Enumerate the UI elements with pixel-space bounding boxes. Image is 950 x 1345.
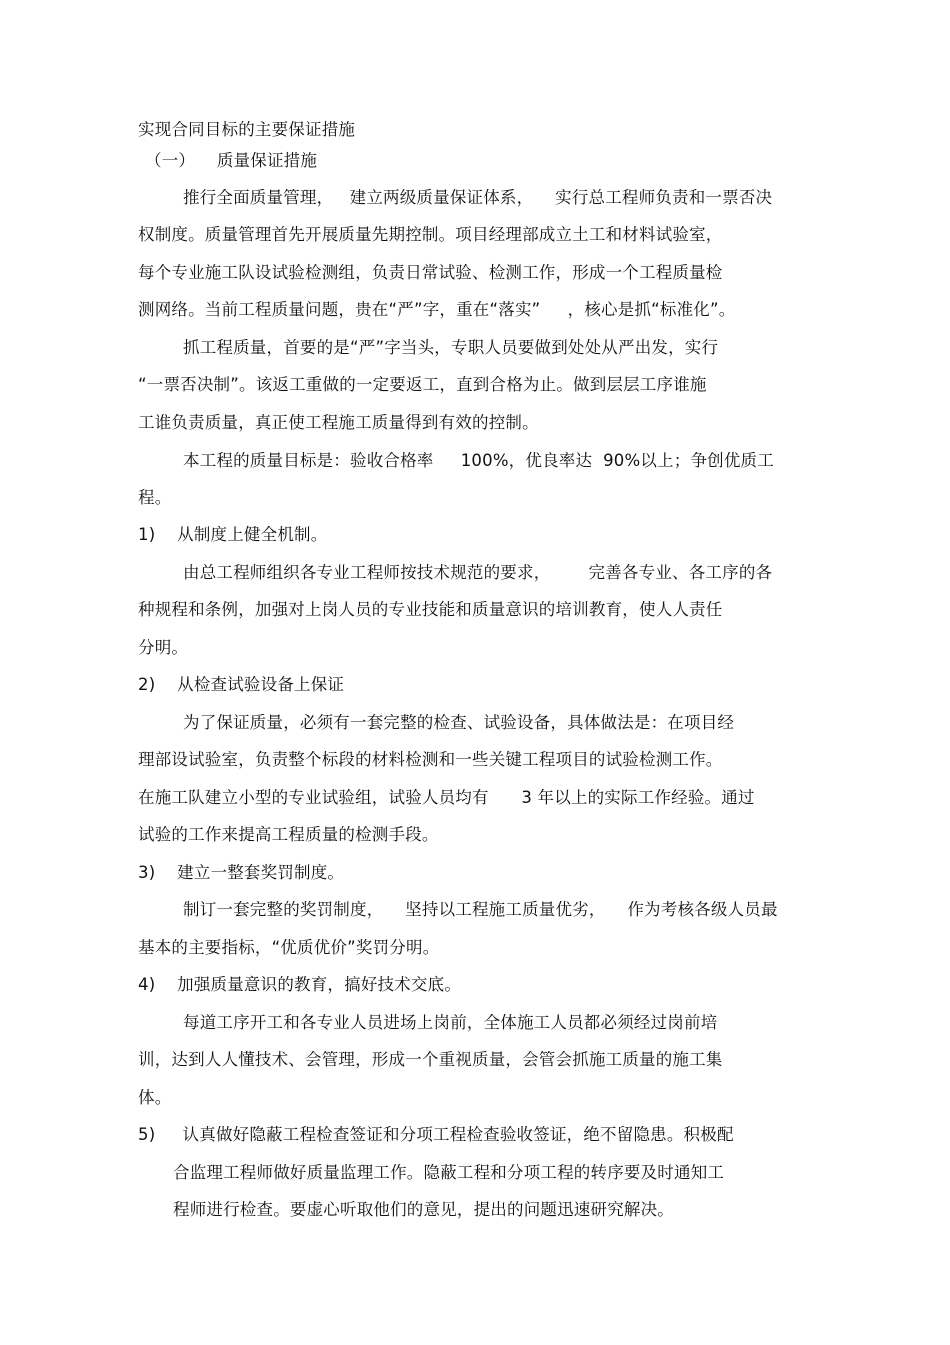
item-2-body-line-2: 理部设试验室，负责整个标段的材料检测和一些关键工程项目的试验检测工作。 [138, 750, 723, 769]
item-3-heading: 3) 建立一整套奖罚制度。 [138, 863, 345, 882]
document-title: 实现合同目标的主要保证措施 [138, 120, 356, 139]
item-4-body-line-1: 每道工序开工和各专业人员进场上岗前，全体施工人员都必须经过岗前培 [183, 1013, 718, 1032]
item-2-body-line-1: 为了保证质量，必须有一套完整的检查、试验设备，具体做法是：在项目经 [183, 713, 735, 732]
paragraph-2-line-2: “一票否决制”。该返工重做的一定要返工，直到合格为止。做到层层工序谁施 [138, 375, 707, 394]
paragraph-3-line-2: 程。 [138, 488, 172, 507]
paragraph-1-line-3: 每个专业施工队设试验检测组，负责日常试验、检测工作，形成一个工程质量检 [138, 263, 723, 282]
item-5-heading: 5) 认真做好隐蔽工程检查签证和分项工程检查验收签证，绝不留隐患。积极配 [138, 1125, 734, 1144]
item-1-heading: 1) 从制度上健全机制。 [138, 525, 328, 544]
paragraph-3-line-1: 本工程的质量目标是：验收合格率 100%，优良率达 90%以上；争创优质工 [183, 451, 774, 470]
item-1-body-line-2: 种规程和条例，加强对上岗人员的专业技能和质量意识的培训教育，使人人责任 [138, 600, 723, 619]
item-4-body-line-2: 训，达到人人懂技术、会管理，形成一个重视质量，会管会抓施工质量的施工集 [138, 1050, 723, 1069]
item-3-body-line-2: 基本的主要指标，“优质优价”奖罚分明。 [138, 938, 440, 957]
paragraph-1-line-4: 测网络。当前工程质量问题，贵在“严”字，重在“落实” ，核心是抓“标准化”。 [138, 300, 736, 319]
section-heading: （一） 质量保证措施 [145, 151, 318, 170]
item-3-body-line-1: 制订一套完整的奖罚制度， 坚持以工程施工质量优劣， 作为考核各级人员最 [183, 900, 778, 919]
item-1-body-line-3: 分明。 [138, 638, 189, 657]
paragraph-1-line-2: 权制度。质量管理首先开展质量先期控制。项目经理部成立土工和材料试验室， [138, 225, 723, 244]
paragraph-2-line-3: 工谁负责质量，真正使工程施工质量得到有效的控制。 [138, 413, 539, 432]
item-5-body-line-2: 程师进行检查。要虚心听取他们的意见，提出的问题迅速研究解决。 [173, 1200, 674, 1219]
item-4-body-line-3: 体。 [138, 1088, 172, 1107]
item-2-body-line-4: 试验的工作来提高工程质量的检测手段。 [138, 825, 439, 844]
item-4-heading: 4) 加强质量意识的教育，搞好技术交底。 [138, 975, 462, 994]
item-5-body-line-1: 合监理工程师做好质量监理工作。隐蔽工程和分项工程的转序要及时通知工 [173, 1163, 725, 1182]
item-1-body-line-1: 由总工程师组织各专业工程师按技术规范的要求， 完善各专业、各工序的各 [183, 563, 773, 582]
paragraph-2-line-1: 抓工程质量，首要的是“严”字当头，专职人员要做到处处从严出发，实行 [183, 338, 719, 357]
item-2-body-line-3: 在施工队建立小型的专业试验组，试验人员均有 3 年以上的实际工作经验。通过 [138, 788, 755, 807]
paragraph-1-line-1: 推行全面质量管理， 建立两级质量保证体系， 实行总工程师负责和一票否决 [183, 188, 773, 207]
item-2-heading: 2) 从检查试验设备上保证 [138, 675, 345, 694]
